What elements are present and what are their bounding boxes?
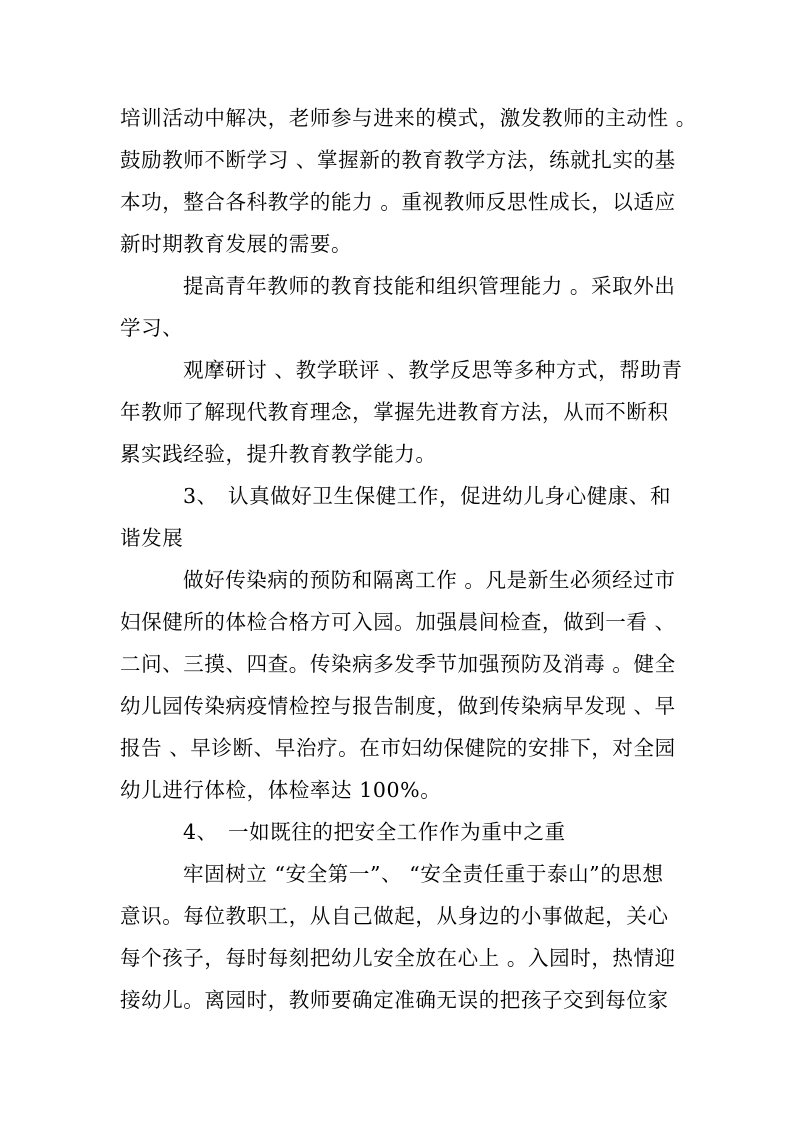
body-line: 新时期教育发展的需要。 (120, 232, 353, 256)
body-line: 报告 、早诊断、早治疗。在市妇幼保健院的安排下，对全园 (120, 736, 676, 760)
body-line: 意识。每位教职工，从自己做起，从身边的小事做起，关心 (120, 904, 669, 928)
body-line: 幼儿进行体检，体检率达 100%。 (120, 778, 442, 802)
body-line: 妇保健所的体检合格方可入园。加强晨间检查，做到一看 、 (120, 610, 676, 634)
body-line: 培训活动中解决，老师参与进来的模式，激发教师的主动性 。 (120, 106, 697, 130)
section-heading (183, 818, 683, 846)
paragraph-start: 牢固树立 “安全第一”、 “安全责任重于泰山”的思想 (183, 862, 664, 886)
paragraph-start: 提高青年教师的教育技能和组织管理能力 。采取外出 (183, 274, 676, 298)
body-line: 谐发展 (120, 526, 184, 550)
section-number: 4、 (183, 820, 218, 844)
section-heading-text: 一如既往的把安全工作作为重中之重 (228, 820, 566, 844)
section-heading-text: 认真做好卫生保健工作，促进幼儿身心健康、和 (228, 484, 672, 508)
body-line: 鼓励教师不断学习 、掌握新的教育教学方法，练就扎实的基 (120, 148, 676, 172)
body-line: 每个孩子，每时每刻把幼儿安全放在心上 。入园时，热情迎 (120, 946, 676, 970)
body-line: 年教师了解现代教育理念，掌握先进教育方法，从而不断积 (120, 400, 669, 424)
body-line: 学习、 (120, 316, 184, 340)
section-number: 3、 (183, 484, 218, 508)
body-line: 累实践经验，提升教育教学能力。 (120, 442, 437, 466)
body-line: 二问、三摸、四查。传染病多发季节加强预防及消毒 。健全 (120, 652, 676, 676)
paragraph-start: 做好传染病的预防和隔离工作 。凡是新生必须经过市 (183, 568, 676, 592)
section-heading (183, 482, 683, 510)
body-line: 幼儿园传染病疫情检控与报告制度，做到传染病早发现 、早 (120, 694, 676, 718)
body-line: 本功，整合各科教学的能力 。重视教师反思性成长，以适应 (120, 190, 676, 214)
paragraph-start: 观摩研讨 、教学联评 、教学反思等多种方式，帮助青 (183, 358, 683, 382)
body-line: 接幼儿。离园时，教师要确定准确无误的把孩子交到每位家 (120, 988, 669, 1012)
